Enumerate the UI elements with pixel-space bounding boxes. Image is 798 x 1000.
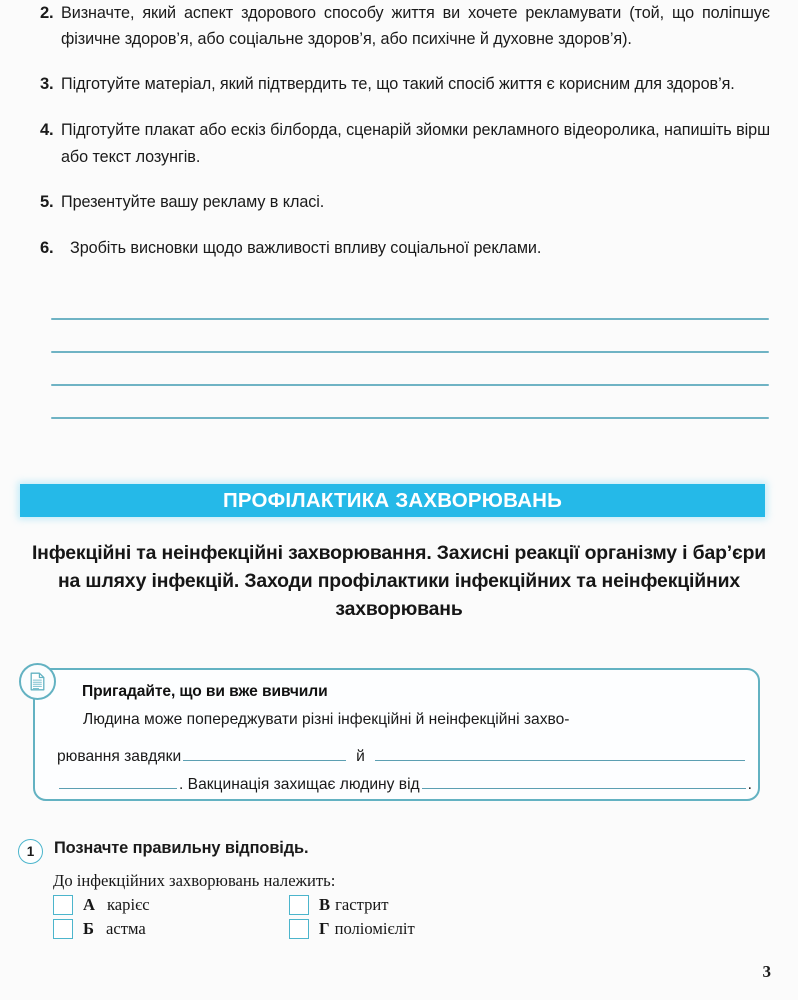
option-v[interactable]	[289, 895, 768, 915]
task-number: 3.	[40, 74, 54, 94]
task-text: Підготуйте матеріал, який підтвердить те, що такий спосіб життя є корисним для здоров’я.	[61, 75, 735, 94]
checkbox-b[interactable]	[53, 919, 73, 939]
option-letter: В	[319, 895, 331, 914]
task-list	[40, 0, 770, 281]
section-banner-label: ПРОФІЛАКТИКА ЗАХВОРЮВАНЬ	[222, 488, 563, 512]
writing-line[interactable]	[51, 318, 769, 320]
option-text: гастрит	[335, 895, 389, 914]
recall-line-2	[57, 746, 747, 766]
recall-conjunction: й	[356, 748, 365, 765]
task-item	[40, 71, 770, 98]
recall-heading: Пригадайте, що ви вже вивчили	[82, 683, 328, 700]
page-number: 3	[762, 962, 771, 981]
option-text: астма	[105, 919, 146, 938]
recall-line-3-text: . Вакцинація захищає людину від	[179, 776, 420, 793]
option-b[interactable]	[53, 919, 289, 939]
recall-body	[82, 708, 736, 732]
option-letter: А	[83, 895, 95, 914]
option-g[interactable]	[289, 919, 768, 939]
writing-lines[interactable]	[51, 318, 769, 450]
recall-content	[35, 670, 758, 732]
question-prompt: До інфекційних захворювань належить:	[53, 871, 336, 890]
question-header	[18, 838, 768, 864]
question-number-badge: 1	[18, 839, 43, 864]
option-text: поліомієліт	[334, 919, 415, 938]
task-number: 5.	[40, 191, 54, 211]
task-text: Визначте, який аспект здорового способу життя ви хочете рекламувати (той, що поліпшує фізичне здоров’я, або соціальне здоров’я, або психічне й духовне здоров’я).	[61, 4, 770, 49]
option-a[interactable]	[53, 895, 289, 915]
recall-line-3-period: .	[747, 776, 752, 793]
document-icon	[19, 663, 56, 700]
question-block	[18, 838, 768, 939]
writing-line[interactable]	[51, 384, 769, 386]
checkbox-g[interactable]	[289, 919, 309, 939]
checkbox-v[interactable]	[289, 895, 309, 915]
task-item	[40, 189, 770, 216]
task-text: Презентуйте вашу рекламу в класі.	[61, 192, 325, 211]
recall-line-1: Людина може попереджувати різні інфекційні й неінфекційні захво-	[83, 711, 570, 728]
checkbox-a[interactable]	[53, 895, 73, 915]
option-text: карієс	[106, 895, 150, 914]
task-text: Зробіть висновки щодо важливості впливу соціальної реклами.	[70, 238, 542, 257]
recall-box	[33, 668, 760, 801]
option-letter: Б	[83, 919, 94, 938]
question-title: Позначте правильну відповідь.	[54, 839, 309, 857]
fill-blank[interactable]	[59, 774, 177, 789]
writing-line[interactable]	[51, 417, 769, 419]
task-item	[40, 0, 770, 52]
task-number: 4.	[40, 120, 54, 140]
answer-options	[53, 895, 768, 939]
lesson-title: Інфекційні та неінфекційні захворювання. Захисні реакції організму і бар’єри на шляху інфекцій. Заходи профілактики інфекційних та неінфекційних захворювань	[31, 542, 767, 620]
recall-line-2-text: рювання завдяки	[57, 748, 182, 765]
recall-line-3	[57, 774, 752, 794]
task-item	[40, 117, 770, 169]
writing-line[interactable]	[51, 351, 769, 353]
fill-blank[interactable]	[375, 746, 745, 761]
fill-blank[interactable]	[183, 746, 346, 761]
task-number: 6.	[40, 237, 54, 257]
task-item	[40, 235, 770, 262]
fill-blank[interactable]	[422, 774, 746, 789]
task-text: Підготуйте плакат або ескіз білборда, сценарій зйомки рекламного відеоролика, напишіть вірш або текст лозунгів.	[61, 121, 770, 166]
section-banner	[20, 484, 765, 517]
option-letter: Г	[319, 919, 330, 938]
task-number: 2.	[40, 3, 54, 22]
